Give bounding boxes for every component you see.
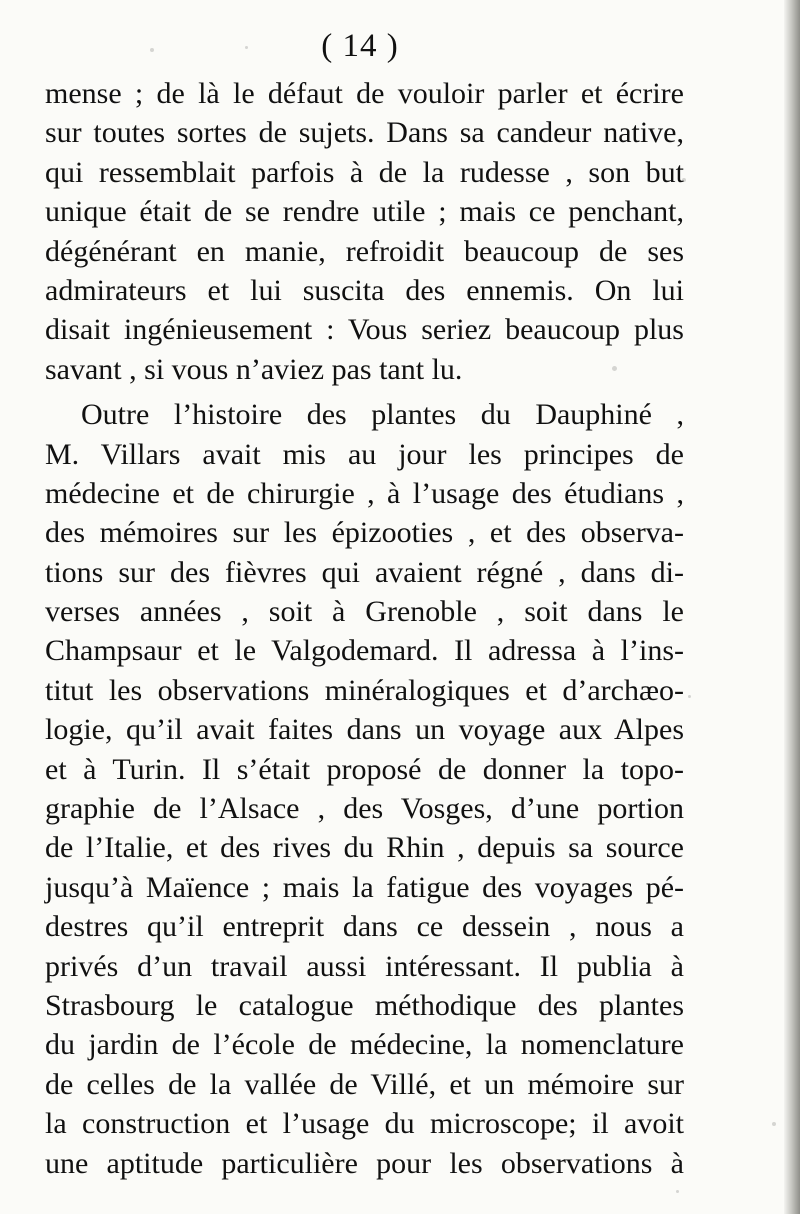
text-line: sur toutes sortes de sujets. Dans sa candeur native,: [45, 116, 684, 150]
text-line: jusqu’à Maïence ; mais la fatigue des voyages pé-: [45, 870, 684, 904]
ink-speck: [245, 46, 248, 49]
text-line: titut les observations minéralogiques et d’archæo-: [45, 673, 684, 707]
ink-speck: [676, 1190, 679, 1193]
text-line: Strasbourg le catalogue méthodique des plantes: [45, 988, 684, 1022]
text-line: des mémoires sur les épizooties , et des observa-: [45, 516, 684, 550]
page-number: ( 14 ): [321, 28, 399, 64]
text-line: M. Villars avait mis au jour les principes de: [45, 437, 684, 471]
text-line: tions sur des fièvres qui avaient régné , dans di-: [45, 555, 684, 589]
ink-speck: [682, 178, 686, 182]
paragraph-2: [45, 395, 684, 1183]
text-line: savant , si vous n’aviez pas tant lu.: [45, 352, 463, 386]
paragraph-1: [45, 74, 684, 389]
text-line: graphie de l’Alsace , des Vosges, d’une portion: [45, 792, 684, 826]
ink-speck: [150, 48, 154, 52]
text-line: du jardin de l’école de médecine, la nomenclature: [45, 1028, 684, 1062]
ink-speck: [688, 695, 691, 698]
text-line: qui ressemblait parfois à de la rudesse , son but: [45, 155, 684, 189]
text-line: logie, qu’il avait faites dans un voyage aux Alpes: [45, 713, 684, 747]
text-line: une aptitude particulière pour les observations à: [45, 1146, 684, 1180]
text-line: mense ; de là le défaut de vouloir parler et écrire: [45, 77, 684, 110]
text-line: Outre l’histoire des plantes du Dauphiné ,: [81, 398, 684, 432]
ink-speck: [772, 1122, 776, 1126]
body-text: [45, 74, 684, 1183]
text-line: privés d’un travail aussi intéressant. Il publia à: [45, 949, 684, 983]
text-line: admirateurs et lui suscita des ennemis. On lui: [45, 273, 684, 307]
text-line: disait ingénieusement : Vous seriez beaucoup plus: [45, 313, 684, 347]
text-line: destres qu’il entreprit dans ce dessein , nous a: [45, 910, 684, 944]
text-line: médecine et de chirurgie , à l’usage des étudians ,: [45, 476, 684, 510]
text-line: de celles de la vallée de Villé, et un mémoire sur: [45, 1067, 684, 1101]
text-line: et à Turin. Il s’était proposé de donner la topo-: [45, 752, 684, 786]
text-line: unique était de se rendre utile ; mais ce penchant,: [45, 195, 684, 229]
text-line: la construction et l’usage du microscope; il avoit: [45, 1107, 684, 1141]
page-edge-shadow: [784, 0, 800, 1214]
text-line: dégénérant en manie, refroidit beaucoup de ses: [45, 234, 684, 268]
ink-speck: [612, 366, 617, 371]
text-line: Champsaur et le Valgodemard. Il adressa à l’ins-: [45, 634, 684, 668]
text-line: de l’Italie, et des rives du Rhin , depuis sa source: [45, 831, 684, 865]
text-line: verses années , soit à Grenoble , soit dans le: [45, 595, 684, 629]
